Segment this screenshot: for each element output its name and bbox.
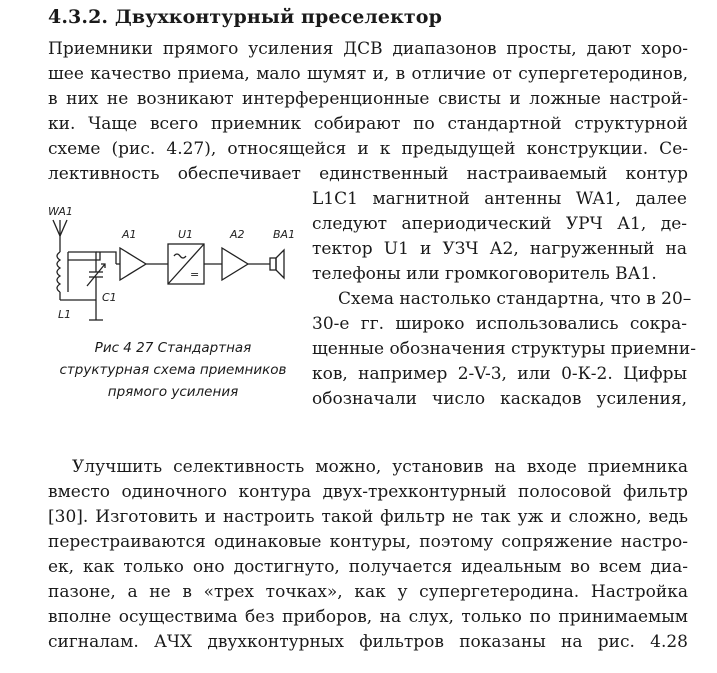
paragraph-1-line: лективность обеспечивает единственный настраиваемый контур: [48, 164, 688, 184]
amplifier-a1-icon: [120, 248, 146, 280]
antenna-icon: [53, 220, 67, 248]
paragraph-2-line: 30-е гг. широко использовались сокра-: [312, 314, 687, 334]
section-heading: 4.3.2. Двухконтурный преселектор: [48, 6, 442, 28]
paragraph-2-line: Схема настолько стандартна, что в 20–: [338, 289, 692, 309]
amplifier-a2-icon: [222, 248, 248, 280]
paragraph-3-line: вместо одиночного контура двух-трехконтурный полосовой фильтр: [48, 482, 688, 502]
paragraph-3-line: сигналам. АЧХ двухконтурных фильтров показаны на рис. 4.28: [48, 632, 688, 652]
paragraph-1-line: шее качество приема, мало шумят и, в отличие от супергетеродинов,: [48, 64, 688, 84]
paragraph-1-wrapped-line: L1C1 магнитной антенны WA1, далее: [312, 189, 687, 209]
label-ba1: BA1: [273, 228, 296, 241]
label-a2: A2: [230, 228, 245, 241]
paragraph-1-line: в них не возникают интерференционные свисты и ложные настрой-: [48, 89, 688, 109]
paragraph-3-line: вполне осуществима без приборов, на слух, только по принимаемым: [48, 607, 688, 627]
paragraph-2-line: обозначали число каскадов усиления,: [312, 389, 687, 409]
label-c1: C1: [102, 291, 117, 304]
receiver-block-diagram: [40, 200, 310, 325]
paragraph-1-line: схеме (рис. 4.27), относящейся и к предыдущей конструкции. Се-: [48, 139, 688, 159]
paragraph-1-line: ки. Чаще всего приемник собирают по стандартной структурной: [48, 114, 688, 134]
paragraph-3-line: Улучшить селективность можно, установив на входе приемника: [72, 457, 688, 477]
paragraph-1-wrapped-line: следуют апериодический УРЧ А1, де-: [312, 214, 687, 234]
paragraph-3-line: ек, как только оно достигнуто, получается идеальным во всем диа-: [48, 557, 688, 577]
paragraph-2-line: ков, например 2-V-3, или 0-К-2. Цифры: [312, 364, 687, 384]
paragraph-3-line: пазоне, а не в «трех точках», как у супергетеродина. Настройка: [48, 582, 688, 602]
figure-caption-line: Рис 4 27 Стандартная: [94, 340, 252, 356]
paragraph-1-wrapped-line: тектор U1 и УЗЧ А2, нагруженный на: [312, 239, 687, 259]
paragraph-3-line: [30]. Изготовить и настроить такой фильтр не так уж и сложно, ведь: [48, 507, 688, 527]
paragraph-2-line: щенные обозначения структуры приемни-: [312, 339, 696, 359]
coil-icon: [57, 248, 68, 300]
paragraph-1-wrapped-line: телефоны или громкоговоритель ВА1.: [312, 264, 657, 284]
label-a1: A1: [122, 228, 137, 241]
paragraph-3-line: перестраиваются одинаковые контуры, поэтому сопряжение настро-: [48, 532, 688, 552]
figure-caption-line: структурная схема приемников: [59, 362, 287, 378]
label-wa1: WA1: [48, 205, 73, 218]
paragraph-1-line: Приемники прямого усиления ДСВ диапазонов просты, дают хоро-: [48, 39, 688, 59]
speaker-icon: [270, 250, 284, 278]
label-l1: L1: [58, 308, 72, 321]
figure-caption-line: прямого усиления: [107, 384, 239, 400]
label-u1: U1: [178, 228, 194, 241]
detector-output-symbol: =: [190, 268, 200, 281]
